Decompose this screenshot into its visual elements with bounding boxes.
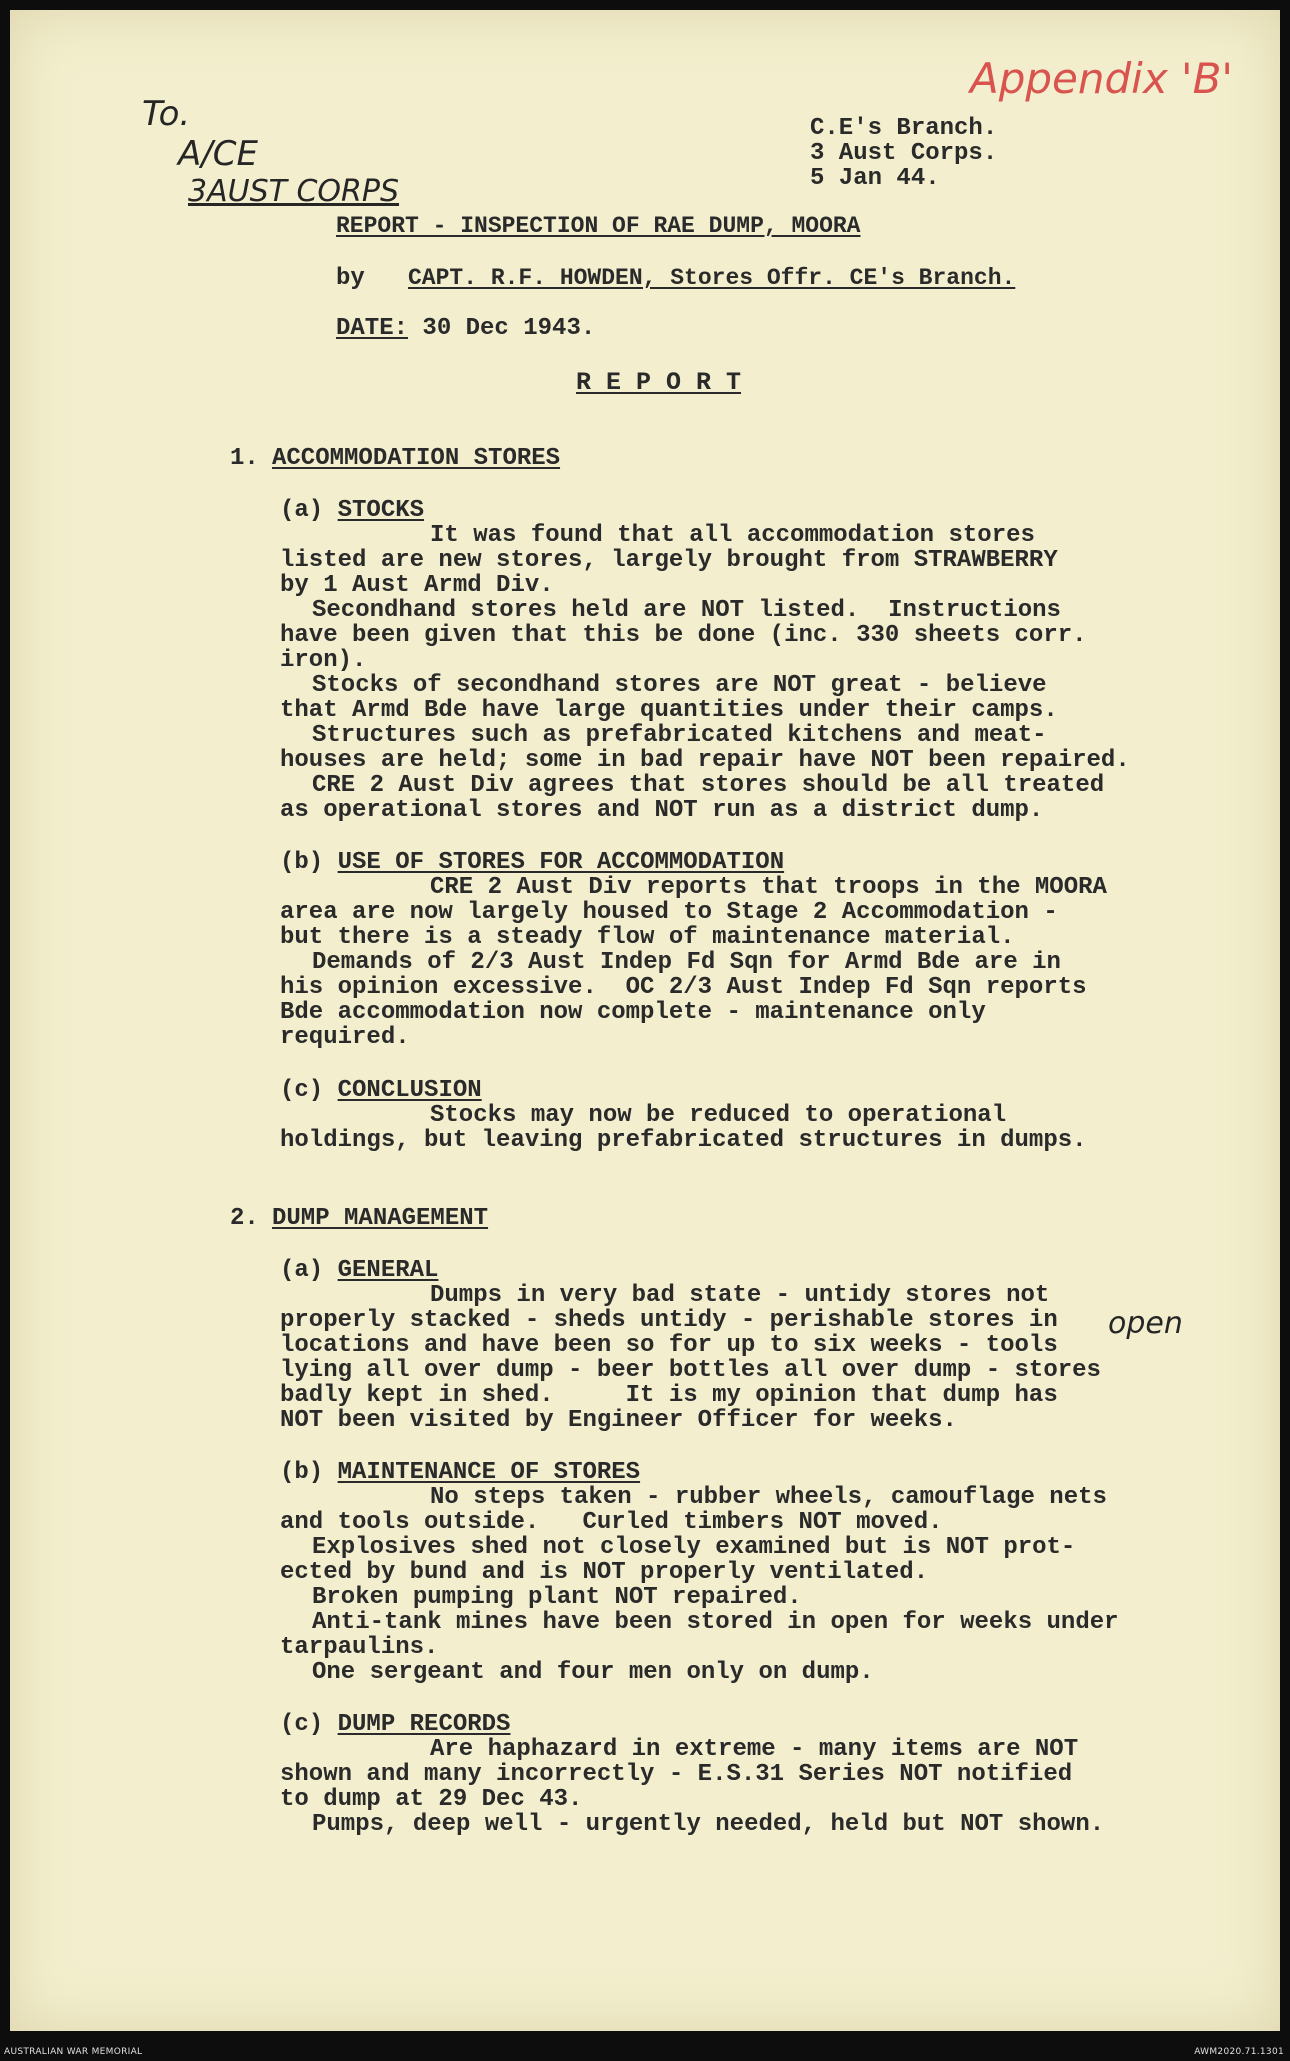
report-title: REPORT - INSPECTION OF RAE DUMP, MOORA: [336, 213, 861, 239]
section-1c-title: [280, 1078, 482, 1103]
text-line: properly stacked - sheds untidy - perishable stores in: [280, 1307, 1058, 1334]
header-corps: 3 Aust Corps.: [810, 140, 998, 167]
text-line: badly kept in shed. It is my opinion that dump has: [280, 1382, 1058, 1409]
text-line: CRE 2 Aust Div reports that troops in the MOORA: [430, 874, 1107, 901]
text-line: Are haphazard in extreme - many items are NOT: [430, 1736, 1079, 1763]
section-2c-heading: DUMP RECORDS: [337, 1711, 511, 1738]
report-date-label: DATE:: [336, 315, 409, 342]
text-line: CRE 2 Aust Div agrees that stores should be all treated: [312, 772, 1105, 799]
document-page: [10, 10, 1280, 2031]
text-line: One sergeant and four men only on dump.: [312, 1659, 874, 1686]
section-1-number: 1.: [230, 445, 259, 472]
section-2-number: 2.: [230, 1205, 259, 1232]
section-2b-label: (b): [280, 1459, 324, 1486]
text-line: It was found that all accommodation stores: [430, 522, 1035, 549]
section-1a-label: (a): [280, 497, 324, 524]
footer-right: AWM2020.71.1301: [1194, 2047, 1284, 2057]
text-line: his opinion excessive. OC 2/3 Aust Indep Fd Sqn reports: [280, 974, 1087, 1001]
footer-left: AUSTRALIAN WAR MEMORIAL: [4, 2047, 143, 2057]
section-1c-label: (c): [280, 1077, 324, 1104]
text-line: shown and many incorrectly - E.S.31 Series NOT notified: [280, 1761, 1073, 1788]
report-by: CAPT. R.F. HOWDEN, Stores Offr. CE's Branch.: [408, 265, 1016, 291]
text-line: to dump at 29 Dec 43.: [280, 1786, 583, 1813]
text-line: Pumps, deep well - urgently needed, held but NOT shown.: [312, 1811, 1105, 1838]
section-1c-heading: CONCLUSION: [337, 1077, 482, 1104]
text-line: required.: [280, 1024, 410, 1051]
text-line: No steps taken - rubber wheels, camouflage nets: [430, 1484, 1107, 1511]
section-2-heading: DUMP MANAGEMENT: [272, 1205, 489, 1232]
text-line: have been given that this be done (inc. 330 sheets corr.: [280, 622, 1087, 649]
section-2a-title: [280, 1258, 438, 1283]
text-line: and tools outside. Curled timbers NOT moved.: [280, 1509, 943, 1536]
header-branch: C.E's Branch.: [810, 115, 998, 142]
report-heading: R E P O R T: [576, 368, 742, 397]
report-by-prefix: by: [336, 265, 365, 292]
section-1b-heading: USE OF STORES FOR ACCOMMODATION: [337, 849, 785, 876]
text-line: Structures such as prefabricated kitchens and meat-: [312, 722, 1047, 749]
handwritten-to: To.: [142, 94, 191, 134]
text-line: iron).: [280, 647, 367, 674]
handwritten-open: open: [1108, 1306, 1183, 1341]
report-date-line: [336, 316, 595, 341]
text-line: NOT been visited by Engineer Officer for weeks.: [280, 1407, 957, 1434]
section-1b-label: (b): [280, 849, 324, 876]
handwritten-corps: 3AUST CORPS: [188, 174, 400, 209]
text-line: houses are held; some in bad repair have NOT been repaired.: [280, 747, 1130, 774]
section-1a-heading: STOCKS: [337, 497, 425, 524]
section-2c-label: (c): [280, 1711, 324, 1738]
section-2a-heading: GENERAL: [337, 1257, 439, 1284]
text-line: Dumps in very bad state - untidy stores not: [430, 1282, 1050, 1309]
report-date-value: 30 Dec 1943.: [422, 315, 596, 342]
header-date: 5 Jan 44.: [810, 165, 940, 192]
text-line: by 1 Aust Armd Div.: [280, 572, 554, 599]
text-line: Broken pumping plant NOT repaired.: [312, 1584, 802, 1611]
text-line: Demands of 2/3 Aust Indep Fd Sqn for Armd Bde are in: [312, 949, 1061, 976]
section-1a-title: [280, 498, 424, 523]
text-line: Stocks may now be reduced to operational: [430, 1102, 1007, 1129]
text-line: Explosives shed not closely examined but is NOT prot-: [312, 1534, 1076, 1561]
text-line: Bde accommodation now complete - maintenance only: [280, 999, 986, 1026]
section-2c-title: [280, 1712, 510, 1737]
section-1-heading: ACCOMMODATION STORES: [272, 445, 561, 472]
text-line: listed are new stores, largely brought from STRAWBERRY: [280, 547, 1058, 574]
text-line: Secondhand stores held are NOT listed. Instructions: [312, 597, 1061, 624]
text-line: lying all over dump - beer bottles all over dump - stores: [280, 1357, 1101, 1384]
text-line: holdings, but leaving prefabricated structures in dumps.: [280, 1127, 1087, 1154]
text-line: tarpaulins.: [280, 1634, 439, 1661]
text-line: Stocks of secondhand stores are NOT great - believe: [312, 672, 1047, 699]
text-line: Anti-tank mines have been stored in open for weeks under: [312, 1609, 1119, 1636]
text-line: that Armd Bde have large quantities under their camps.: [280, 697, 1058, 724]
section-2b-title: [280, 1460, 640, 1485]
section-2a-label: (a): [280, 1257, 324, 1284]
section-1b-title: [280, 850, 784, 875]
handwritten-appendix: Appendix 'B': [970, 54, 1233, 103]
text-line: ected by bund and is NOT properly ventilated.: [280, 1559, 929, 1586]
text-line: area are now largely housed to Stage 2 Accommodation -: [280, 899, 1058, 926]
text-line: as operational stores and NOT run as a district dump.: [280, 797, 1044, 824]
text-line: locations and have been so for up to six weeks - tools: [280, 1332, 1058, 1359]
handwritten-ace: A/CE: [178, 134, 258, 174]
section-2b-heading: MAINTENANCE OF STORES: [337, 1459, 641, 1486]
text-line: but there is a steady flow of maintenance material.: [280, 924, 1015, 951]
